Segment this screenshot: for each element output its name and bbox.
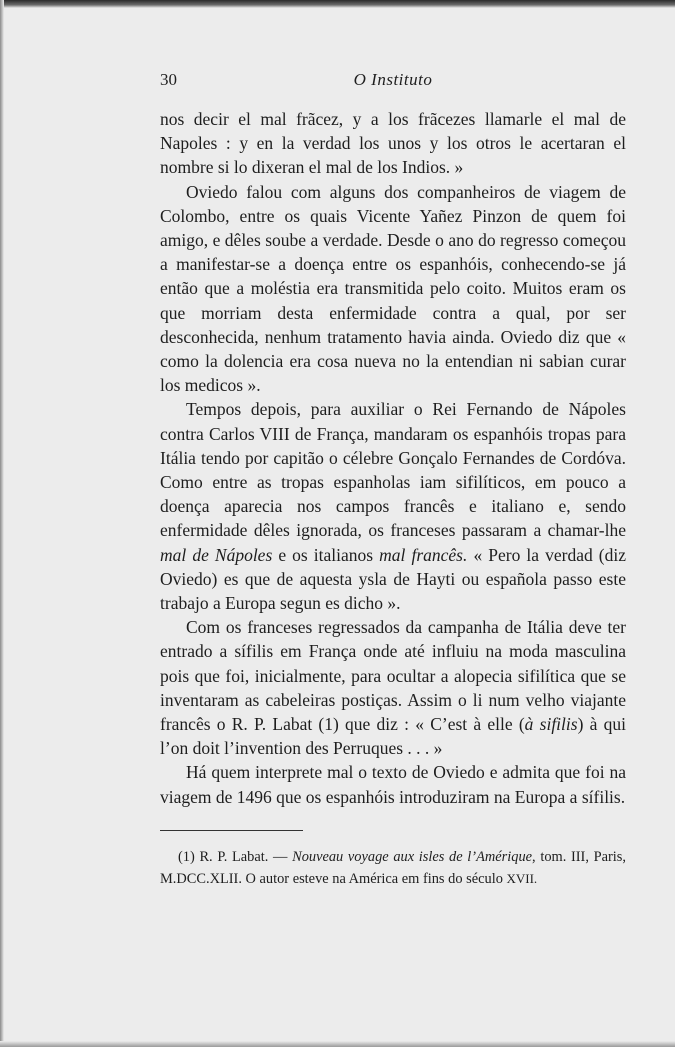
paragraph-3-part-2: e os italianos [272, 544, 380, 565]
page-top-shadow [0, 0, 675, 8]
body-text [160, 107, 626, 809]
paragraph-3-part-3: « Pero la verdad (diz Oviedo) es que de aquesta ysla de Hayti ou española passo este trabajo a Europa segun es dicho ». [160, 544, 626, 614]
paragraph-4-part-2: ) à qui l’on doit l’invention des Perruques . . . » [160, 714, 626, 759]
paragraph-4-part-1: Com os franceses regressados da campanha de Itália deve ter entrado a sífilis em França onde até influiu na moda masculina pois que foi, inicialmente, para ocultar a alopecia sifilítica que se inventaram as cabeleiras postiças. Assim o li num velho viajante francês o R. P. Labat (1) que diz : « C’est à elle ( [160, 617, 626, 735]
page-bottom-shadow [0, 1041, 675, 1047]
paragraph-5: Há quem interprete mal o texto de Oviedo e admita que foi na viagem de 1496 que os espanhóis introduziram na Europa a sífilis. [160, 762, 626, 807]
footnote-1 [160, 847, 626, 890]
running-title: O Instituto [353, 70, 433, 89]
paragraph-3 [160, 397, 626, 615]
paragraph-4 [160, 615, 626, 760]
paragraph-2: Oviedo falou com alguns dos companheiros de viagem de Colombo, entre os quais Vicente Yañez Pinzon de quem foi amigo, e dêles soube a verdade. Desde o ano do regresso começou a manifestar-se a doença entre os espanhóis, conhecendo-se já então que a moléstia era transmitida pelo coito. Muitos eram os que morriam desta enfermidade contra a qual, por ser desconhecida, nenhum tratamento havia ainda. Oviedo diz que « como la dolencia era cosa nueva no la entendian ni sabian curar los medicos ». [160, 181, 626, 396]
paragraph-1: nos decir el mal frãcez, y a los frãcezes llamarle el mal de Napoles : y en la verdad los unos y los otros le acertaran el nombre si lo dixeran el mal de los Indios. » [160, 109, 626, 178]
footnote-century: XVII. [506, 871, 538, 886]
footnote-divider [160, 830, 303, 831]
paragraph-3-part-1: Tempos depois, para auxiliar o Rei Fernando de Nápoles contra Carlos VIII de França, mandaram os espanhóis tropas para Itália tendo por capitão o célebre Gonçalo Fernandes de Cordóva. Como entre as tropas espanholas iam sifilíticos, em pouco a doença aparecia nos campos francês e italiano e, sendo enfermidade dêles ignorada, os franceses passaram a chamar-lhe [160, 399, 626, 541]
italic-mal-de-napoles: mal de Nápoles [160, 544, 273, 565]
page-header [160, 70, 626, 92]
footnote-book-title: Nouveau voyage aux isles de l’Amérique [292, 849, 533, 865]
footnote-marker: (1) R. P. Labat. — [178, 849, 288, 865]
footnote-details: , tom. III, Paris, M.DCC.XLII. O autor esteve na América em fins do século [160, 849, 626, 887]
page-number: 30 [160, 70, 177, 89]
page-left-shadow [0, 0, 4, 1047]
italic-mal-frances: mal francês. [379, 544, 468, 565]
italic-a-sifilis: à sifilis [524, 714, 578, 735]
